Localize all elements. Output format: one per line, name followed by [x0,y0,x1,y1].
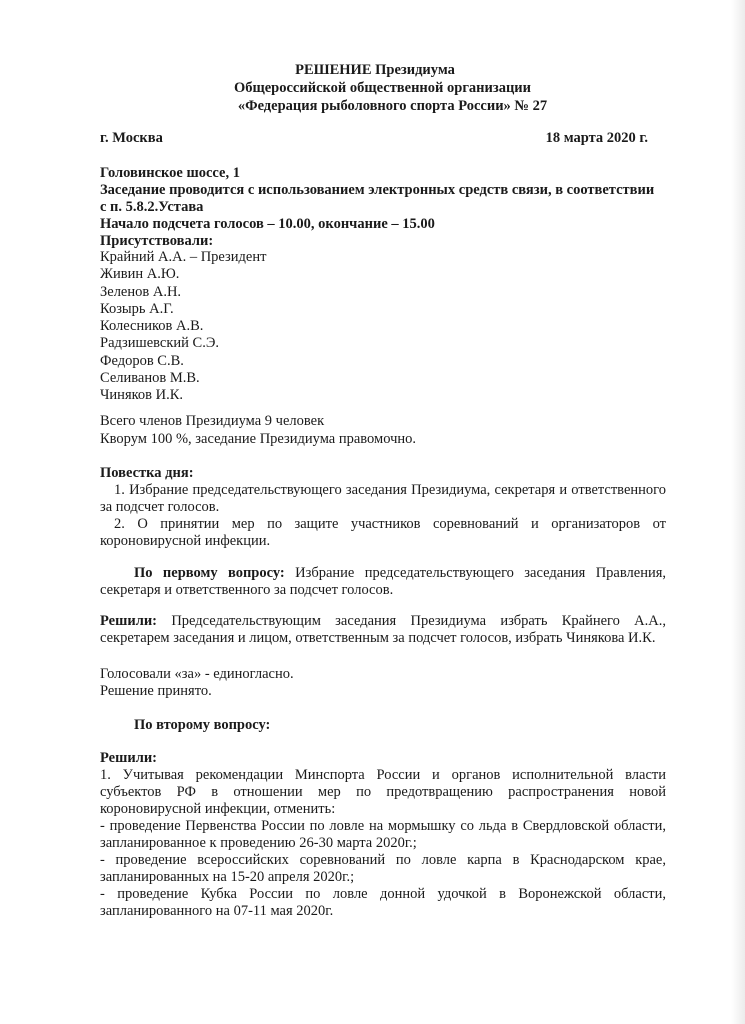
agenda [100,465,666,550]
document-date: 18 марта 2020 г. [545,130,648,146]
decision-1-text-1: Председательствующим заседания Президиума избрать Крайнего А.А., [157,613,666,629]
decision-2 [100,750,666,920]
decision-2-line: - проведение Кубка России по ловле донной удочкой в Воронежской области, [100,886,666,902]
address: Головинское шоссе, 1 [100,165,240,181]
decision-2-line: 1. Учитывая рекомендации Минспорта России и органов исполнительной власти [100,767,666,783]
question-1 [100,565,666,599]
decision-2-line: запланированное к проведению 26-30 марта 2020г.; [100,835,417,851]
question-2-label: По второму вопросу: [134,717,271,733]
decision-1 [100,613,666,647]
vote-counting-time: Начало подсчета голосов – 10.00, окончание – 15.00 [100,216,435,232]
title-line-1: РЕШЕНИЕ Президиума [295,62,455,78]
decision-2-line: - проведение всероссийских соревнований по ловле карпа в Краснодарском крае, [100,852,666,868]
vote-unanimous: Голосовали «за» - единогласно. [100,666,294,682]
member-count: Всего членов Президиума 9 человек [100,413,325,429]
attendee: Чиняков И.К. [100,387,184,404]
agenda-item-2-line-1: 2. О принятии мер по защите участников соревнований и организаторов от [114,516,666,532]
agenda-item-2-line-2: короновирусной инфекции. [100,533,271,549]
decision-1-line-1 [100,613,666,630]
meeting-info [100,165,670,250]
agenda-item-1-line-2: за подсчет голосов. [100,499,220,515]
document-title [0,62,745,116]
attendee: Козырь А.Г. [100,300,174,317]
question-1-text-1: Избрание председательствующего заседания Правления, [284,565,667,581]
attendee: Зеленов А.Н. [100,283,182,300]
attendee: Живин А.Ю. [100,266,180,283]
decision-2-line: короновирусной инфекции, отменить: [100,801,336,817]
decision-accepted: Решение принято. [100,683,212,699]
meeting-mode-line-2: с п. 5.8.2.Устава [100,199,204,215]
decision-2-heading: Решили: [100,750,158,766]
place-date-row [100,130,648,147]
quorum-block [100,413,660,448]
question-1-text-2: секретаря и ответственного за подсчет голосов. [100,582,394,598]
scan-edge-shadow [731,0,745,1024]
decision-1-label: Решили: [100,613,158,629]
decision-2-line: субъектов РФ в отношении мер по предотвращению распространения новой [100,784,666,800]
attendee: Крайний А.А. – Президент [100,249,267,265]
attendee-list [100,249,500,405]
decision-1-text-2: секретарем заседания и лицом, ответственным за подсчет голосов, избрать Чинякова И.К. [100,630,656,646]
vote-result [100,666,500,700]
agenda-item-1-line-1: 1. Избрание председательствующего заседания Президиума, секретаря и ответственного [114,482,666,498]
title-line-3: «Федерация рыболовного спорта России» № 27 [237,98,548,114]
attendee: Радзишевский С.Э. [100,335,220,352]
present-label: Присутствовали: [100,233,214,249]
attendee: Колесников А.В. [100,318,204,335]
title-line-2: Общероссийской общественной организации [233,80,532,96]
agenda-heading: Повестка дня: [100,465,194,481]
city: г. Москва [100,130,163,146]
quorum-statement: Кворум 100 %, заседание Президиума правомочно. [100,430,417,447]
attendee: Федоров С.В. [100,352,184,369]
attendee: Селиванов М.В. [100,370,200,387]
meeting-mode-line-1: Заседание проводится с использованием электронных средств связи, в соответствии [100,182,655,198]
decision-2-line: запланированных на 15-20 апреля 2020г.; [100,869,355,885]
question-1-line-1 [100,565,666,582]
decision-2-line: запланированного на 07-11 мая 2020г. [100,903,334,919]
question-1-label: По первому вопросу: [134,565,285,581]
decision-2-line: - проведение Первенства России по ловле на мормышку со льда в Свердловской области, [100,818,666,834]
